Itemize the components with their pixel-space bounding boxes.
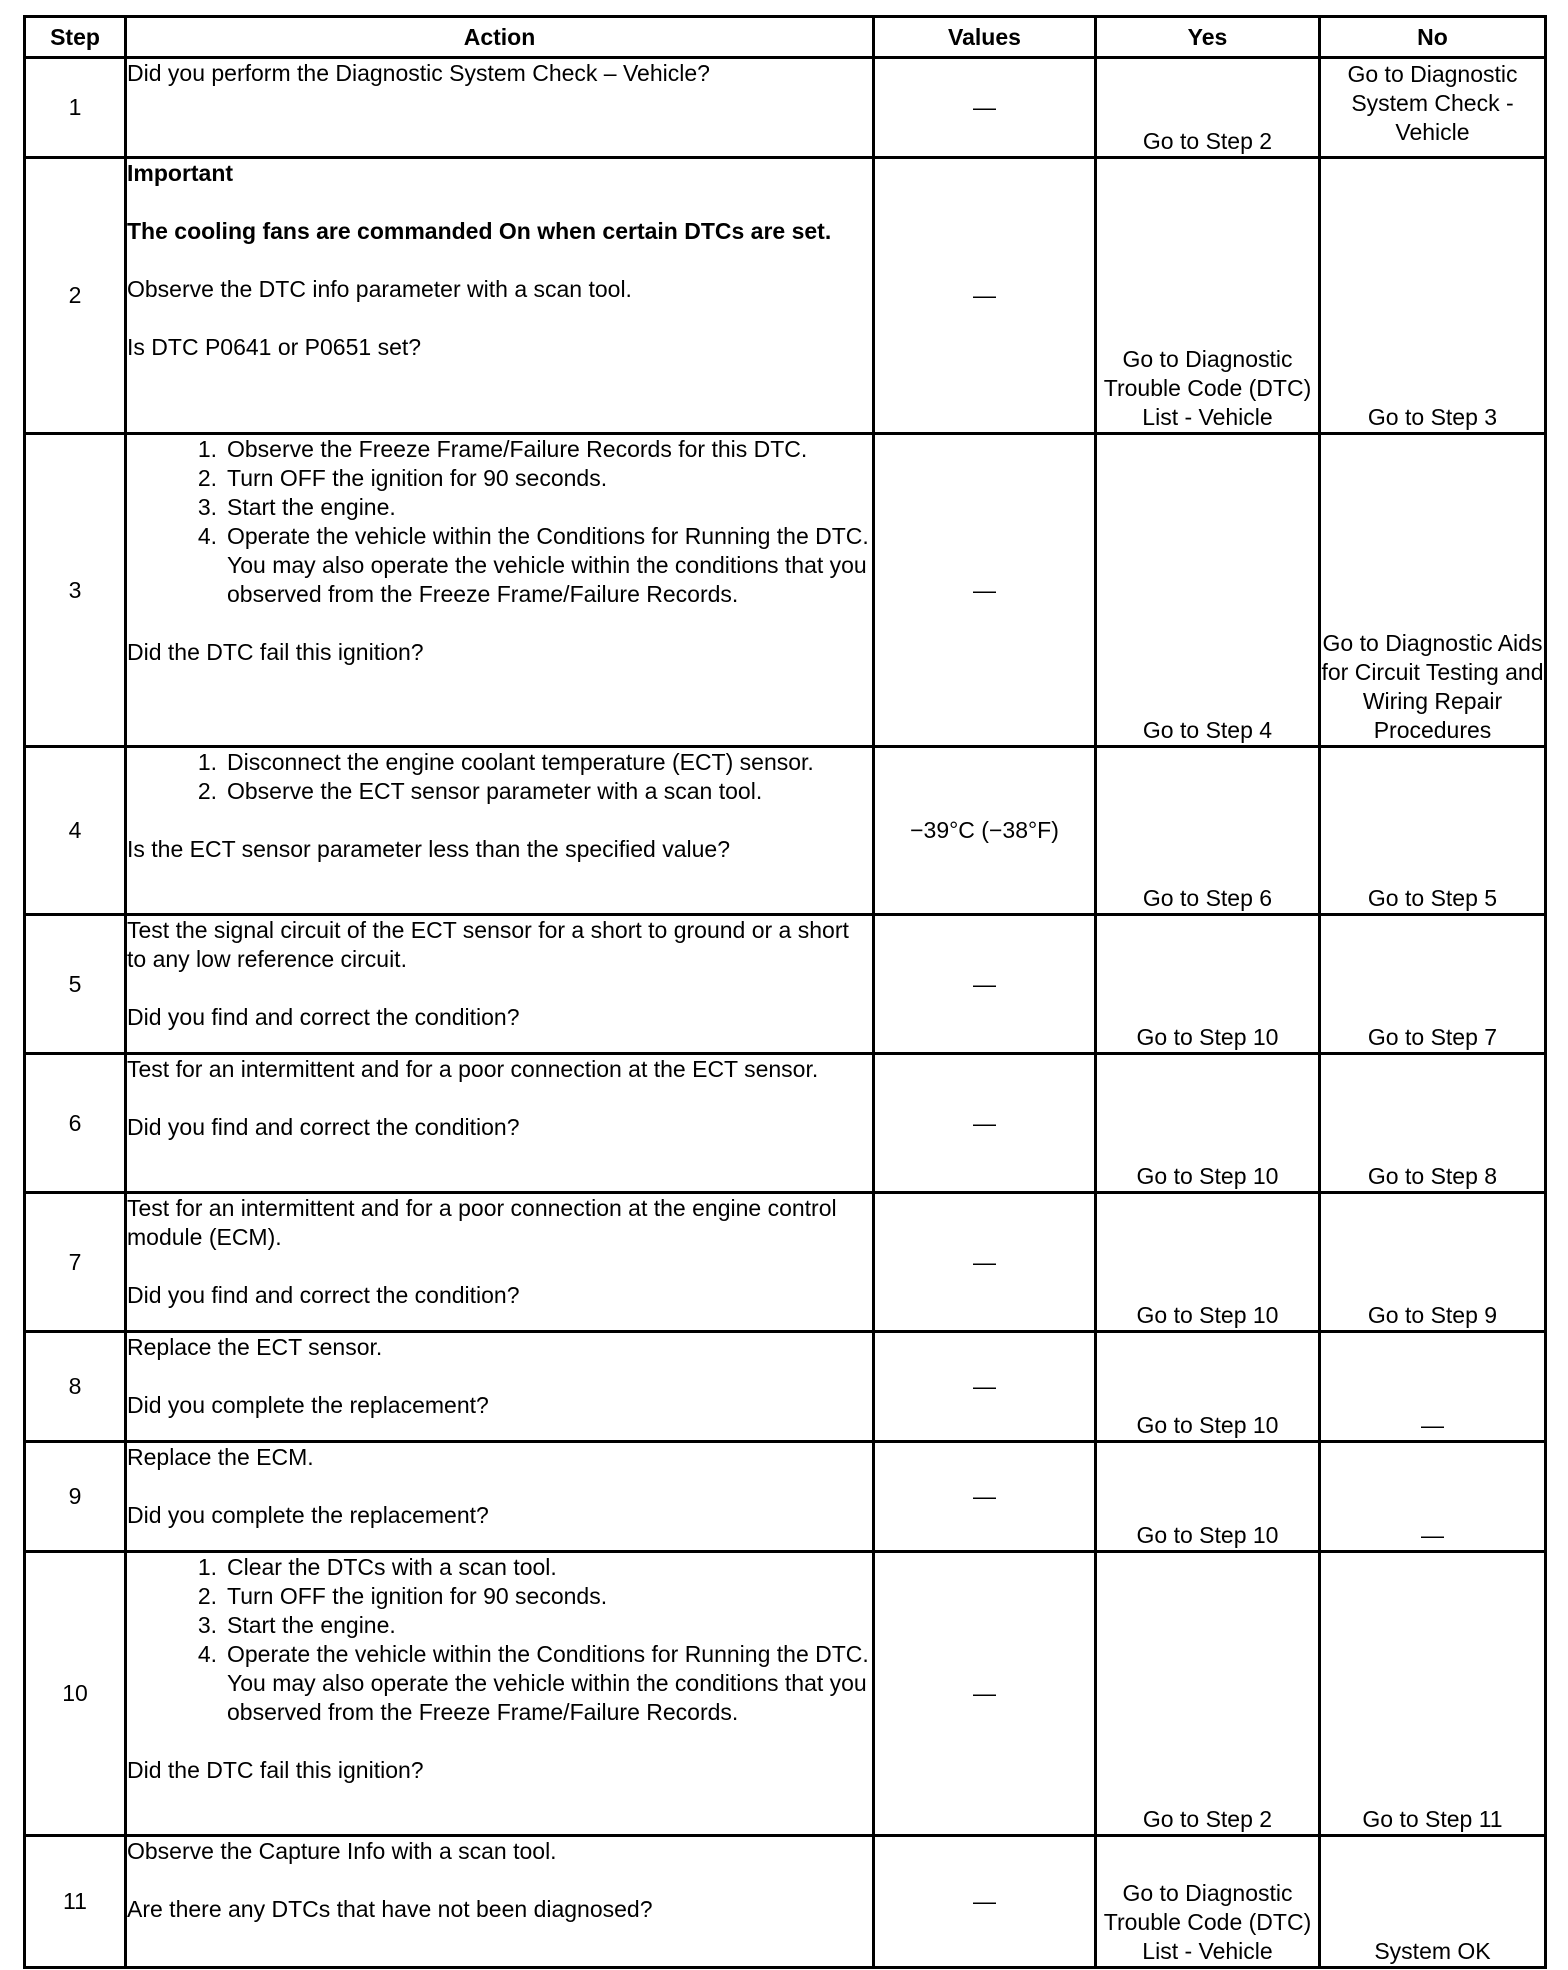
action-question: Did you find and correct the condition? — [127, 1114, 520, 1140]
value-cell: — — [874, 1836, 1096, 1968]
action-question: Are there any DTCs that have not been diagnosed? — [127, 1896, 653, 1922]
step-number: 5 — [25, 915, 126, 1054]
value-cell: −39°C (−38°F) — [874, 747, 1096, 915]
step-number: 9 — [25, 1442, 126, 1552]
action-instruction: Test for an intermittent and for a poor connection at the ECT sensor. — [127, 1056, 819, 1082]
action-cell — [126, 1193, 874, 1332]
yes-cell: Go to Step 10 — [1096, 1054, 1320, 1193]
action-cell — [126, 434, 874, 747]
value-cell: — — [874, 915, 1096, 1054]
value-cell: — — [874, 158, 1096, 434]
action-cell — [126, 1836, 874, 1968]
procedure-list — [127, 1553, 872, 1727]
action-question: Did you complete the replacement? — [127, 1392, 489, 1418]
value-cell: — — [874, 1552, 1096, 1836]
value-cell: — — [874, 58, 1096, 158]
no-cell: Go to Step 5 — [1320, 747, 1546, 915]
action-question: Did the DTC fail this ignition? — [127, 639, 424, 665]
action-cell — [126, 58, 874, 158]
header-action: Action — [126, 17, 874, 58]
yes-cell: Go to Diagnostic Trouble Code (DTC) List - Vehicle — [1096, 1836, 1320, 1968]
yes-cell: Go to Step 10 — [1096, 1442, 1320, 1552]
action-question: Did you complete the replacement? — [127, 1502, 489, 1528]
yes-cell: Go to Step 6 — [1096, 747, 1320, 915]
action-question: Did you find and correct the condition? — [127, 1004, 520, 1030]
yes-cell: Go to Step 10 — [1096, 1193, 1320, 1332]
list-item: Observe the Freeze Frame/Failure Records for this DTC. — [227, 436, 808, 462]
no-cell: Go to Step 3 — [1320, 158, 1546, 434]
action-question: Did you perform the Diagnostic System Check – Vehicle? — [127, 60, 710, 86]
action-question: Is the ECT sensor parameter less than the specified value? — [127, 836, 731, 862]
no-cell: Go to Step 9 — [1320, 1193, 1546, 1332]
header-yes: Yes — [1096, 17, 1320, 58]
table-row — [25, 1054, 1546, 1193]
important-heading: Important — [127, 160, 234, 186]
action-cell — [126, 747, 874, 915]
step-number: 10 — [25, 1552, 126, 1836]
table-row — [25, 58, 1546, 158]
no-cell: Go to Step 11 — [1320, 1552, 1546, 1836]
no-cell: Go to Step 7 — [1320, 915, 1546, 1054]
diagnostic-table — [23, 15, 1547, 1969]
yes-cell: Go to Step 10 — [1096, 1332, 1320, 1442]
yes-cell: Go to Diagnostic Trouble Code (DTC) List - Vehicle — [1096, 158, 1320, 434]
action-instruction: Replace the ECT sensor. — [127, 1334, 383, 1360]
no-cell: Go to Diagnostic Aids for Circuit Testing and Wiring Repair Procedures — [1320, 434, 1546, 747]
no-cell: Go to Step 8 — [1320, 1054, 1546, 1193]
action-cell — [126, 1332, 874, 1442]
list-item: Turn OFF the ignition for 90 seconds. — [227, 1583, 608, 1609]
step-number: 8 — [25, 1332, 126, 1442]
no-cell: Go to Diagnostic System Check - Vehicle — [1320, 58, 1546, 158]
action-cell — [126, 1552, 874, 1836]
no-cell: — — [1320, 1332, 1546, 1442]
table-row — [25, 434, 1546, 747]
header-values: Values — [874, 17, 1096, 58]
action-cell — [126, 1054, 874, 1193]
action-instruction: Observe the DTC info parameter with a scan tool. — [127, 276, 632, 302]
yes-cell: Go to Step 10 — [1096, 915, 1320, 1054]
list-item: Start the engine. — [227, 1612, 396, 1638]
list-item: Observe the ECT sensor parameter with a scan tool. — [227, 778, 763, 804]
step-number: 4 — [25, 747, 126, 915]
list-item: Operate the vehicle within the Conditions for Running the DTC. You may also operate the vehicle within the conditions that you observed from the Freeze Frame/Failure Records. — [227, 523, 869, 607]
list-item: Clear the DTCs with a scan tool. — [227, 1554, 557, 1580]
action-instruction: Test for an intermittent and for a poor connection at the engine control module (ECM). — [127, 1195, 837, 1250]
no-cell: — — [1320, 1442, 1546, 1552]
action-instruction: Replace the ECM. — [127, 1444, 314, 1470]
procedure-list — [127, 748, 872, 806]
step-number: 11 — [25, 1836, 126, 1968]
yes-cell: Go to Step 2 — [1096, 58, 1320, 158]
yes-cell: Go to Step 2 — [1096, 1552, 1320, 1836]
action-cell — [126, 158, 874, 434]
action-instruction: Observe the Capture Info with a scan tool. — [127, 1838, 557, 1864]
header-no: No — [1320, 17, 1546, 58]
table-row — [25, 1552, 1546, 1836]
table-row — [25, 747, 1546, 915]
step-number: 2 — [25, 158, 126, 434]
table-row — [25, 1193, 1546, 1332]
yes-cell: Go to Step 4 — [1096, 434, 1320, 747]
action-cell — [126, 915, 874, 1054]
value-cell: — — [874, 434, 1096, 747]
table-row — [25, 1332, 1546, 1442]
list-item: Turn OFF the ignition for 90 seconds. — [227, 465, 608, 491]
header-row — [25, 17, 1546, 58]
action-instruction: Test the signal circuit of the ECT sensor for a short to ground or a short to any low reference circuit. — [127, 917, 849, 972]
action-question: Did the DTC fail this ignition? — [127, 1757, 424, 1783]
value-cell: — — [874, 1054, 1096, 1193]
important-note: The cooling fans are commanded On when certain DTCs are set. — [127, 218, 832, 244]
step-number: 6 — [25, 1054, 126, 1193]
table-row — [25, 1836, 1546, 1968]
value-cell: — — [874, 1442, 1096, 1552]
list-item: Operate the vehicle within the Conditions for Running the DTC. You may also operate the vehicle within the conditions that you observed from the Freeze Frame/Failure Records. — [227, 1641, 869, 1725]
list-item: Start the engine. — [227, 494, 396, 520]
header-step: Step — [25, 17, 126, 58]
table-row — [25, 915, 1546, 1054]
table-row — [25, 158, 1546, 434]
action-question: Did you find and correct the condition? — [127, 1282, 520, 1308]
step-number: 3 — [25, 434, 126, 747]
action-cell — [126, 1442, 874, 1552]
list-item: Disconnect the engine coolant temperature (ECT) sensor. — [227, 749, 814, 775]
step-number: 7 — [25, 1193, 126, 1332]
value-cell: — — [874, 1193, 1096, 1332]
table-row — [25, 1442, 1546, 1552]
no-cell: System OK — [1320, 1836, 1546, 1968]
value-cell: — — [874, 1332, 1096, 1442]
action-question: Is DTC P0641 or P0651 set? — [127, 334, 422, 360]
step-number: 1 — [25, 58, 126, 158]
procedure-list — [127, 435, 872, 609]
